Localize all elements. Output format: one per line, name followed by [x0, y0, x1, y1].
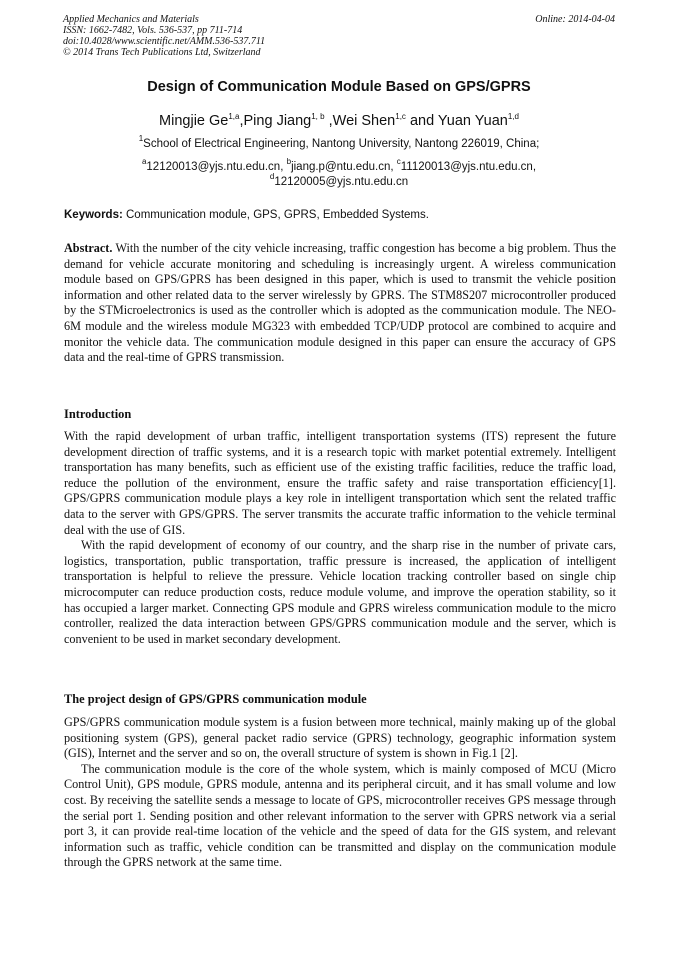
author-name: Yuan Yuan	[437, 113, 508, 129]
issn-line: ISSN: 1662-7482, Vols. 536-537, pp 711-714	[63, 25, 243, 36]
abstract-label: Abstract.	[64, 241, 113, 255]
affiliation-text: School of Electrical Engineering, Nantong University, Nantong 226019, China;	[143, 138, 540, 150]
journal-header	[63, 14, 615, 58]
email-sup: a	[141, 157, 147, 166]
author-sup: 1,c	[395, 112, 406, 121]
author-sep: and	[405, 113, 438, 129]
email-sup: b	[286, 157, 292, 166]
paragraph: With the rapid development of economy of our country, and the sharp rise in the number of private cars, logistics, transportation, public transportation, traffic pressure is increased, the application of intelligent transportation is helpful to relieve the pressure. Vehicle location tracking controller based on single chip microcomputer can reduce production costs, reduce module volume, and improve the operation stability, so it has occupied a larger market. Connecting GPS module and GPRS wireless communication module to the micro controller, realized the data interaction between GPS/GPRS communication module and the server, which is convenient to be used in market secondary development.	[64, 538, 616, 646]
paragraph: The communication module is the core of the whole system, which is mainly composed of MCU (Micro Control Unit), GPS module, GPRS module, antenna and its peripheral circuit, and it has small volume and low cost. By receiving the satellite sends a message to locate of GPS, microcontroller receives GPS message through the serial port 1. Sending position and other relevant information to the server with GPRS network via a serial port 3, it can provide real-time location of the vehicle and the speed of data for the GIS system, and relevant information such as traffic, vehicle condition can be transmitted and display on the communication module through the GPRS network at the same time.	[64, 761, 616, 870]
copyright-line: © 2014 Trans Tech Publications Ltd, Switzerland	[63, 47, 261, 58]
keywords	[64, 209, 616, 221]
author-name: Wei Shen	[332, 113, 396, 129]
introduction-body	[64, 429, 616, 647]
project-design-body	[64, 715, 616, 871]
author-sup: 1,a	[228, 112, 240, 121]
abstract-text: With the number of the city vehicle increasing, traffic congestion has become a big problem. Thus the demand for vehicle accurate monitoring and scheduling is increasingly urgent. A wireless communication module based on GPS/GPRS has been designed in this paper, which is used to transmit the vehicle position information and other related data to the server wirelessly by GPRS. The STM8S207 microcontroller produced by the STMicroelectronics is used as the controller which is adopted as the communication module. The NEO-6M module and the wireless module MG323 with embedded TCP/UDP protocol are combined to acquire and monitor the vehicle data. The communication module designed in this paper can ensure the accuracy of GPS data and the real-time of GPRS transmission.	[64, 241, 617, 365]
paragraph: With the rapid development of urban traffic, intelligent transportation systems (ITS) represent the future development direction of traffic systems, and it is a research topic with market potential extremely. Intelligent transportation has many benefits, such as efficient use of the existing traffic facilities, reduce the traffic load, reduce the pollution of the environment, ensure the traffic safety and raise transportation efficiency[1]. GPS/GPRS communication module plays a key role in intelligent transportation which sent the related traffic data to the server with GPS/GPRS. The server transmits the accurate traffic information to the vehicle terminal deal with the use of GIS.	[64, 429, 616, 537]
affiliation	[40, 134, 638, 150]
author-sep: ,	[324, 113, 333, 129]
paragraph: GPS/GPRS communication module system is a fusion between more technical, mainly making up of the global positioning system (GPS), general packet radio service (GPRS) technology, geographic information system (GIS), Internet and the server and so on, the overall structure of system is shown in Fig.1 [2].	[64, 715, 616, 761]
email-sup: c	[396, 157, 401, 166]
affiliation-sup: 1	[138, 134, 144, 143]
author-sup: 1,d	[507, 112, 519, 121]
keywords-text: Communication module, GPS, GPRS, Embedded Systems.	[126, 209, 429, 221]
paper-title: Design of Communication Module Based on GPS/GPRS	[147, 79, 531, 95]
email-address[interactable]: 11120013@yjs.ntu.edu.cn,	[400, 161, 537, 173]
author-sep: ,	[239, 113, 244, 129]
abstract	[64, 241, 616, 366]
project-design-heading: The project design of GPS/GPRS communication module	[64, 692, 367, 706]
author-name: Mingjie Ge	[159, 113, 229, 129]
introduction-heading: Introduction	[64, 407, 132, 421]
doi-line: doi:10.4028/www.scientific.net/AMM.536-537.711	[63, 36, 266, 47]
author-list	[40, 113, 638, 129]
keywords-label: Keywords:	[64, 209, 123, 221]
email-address[interactable]: 12120013@yjs.ntu.edu.cn,	[146, 161, 284, 173]
author-name: Ping Jiang	[243, 113, 312, 129]
author-sup: 1, b	[311, 112, 325, 121]
journal-name: Applied Mechanics and Materials	[63, 14, 199, 25]
email-address[interactable]: 12120005@yjs.ntu.edu.cn	[274, 176, 409, 188]
email-sup: d	[269, 172, 275, 181]
email-list	[40, 157, 638, 190]
email-address[interactable]: jiang.p@ntu.edu.cn,	[291, 161, 394, 173]
online-date: Online: 2014-04-04	[535, 14, 615, 25]
